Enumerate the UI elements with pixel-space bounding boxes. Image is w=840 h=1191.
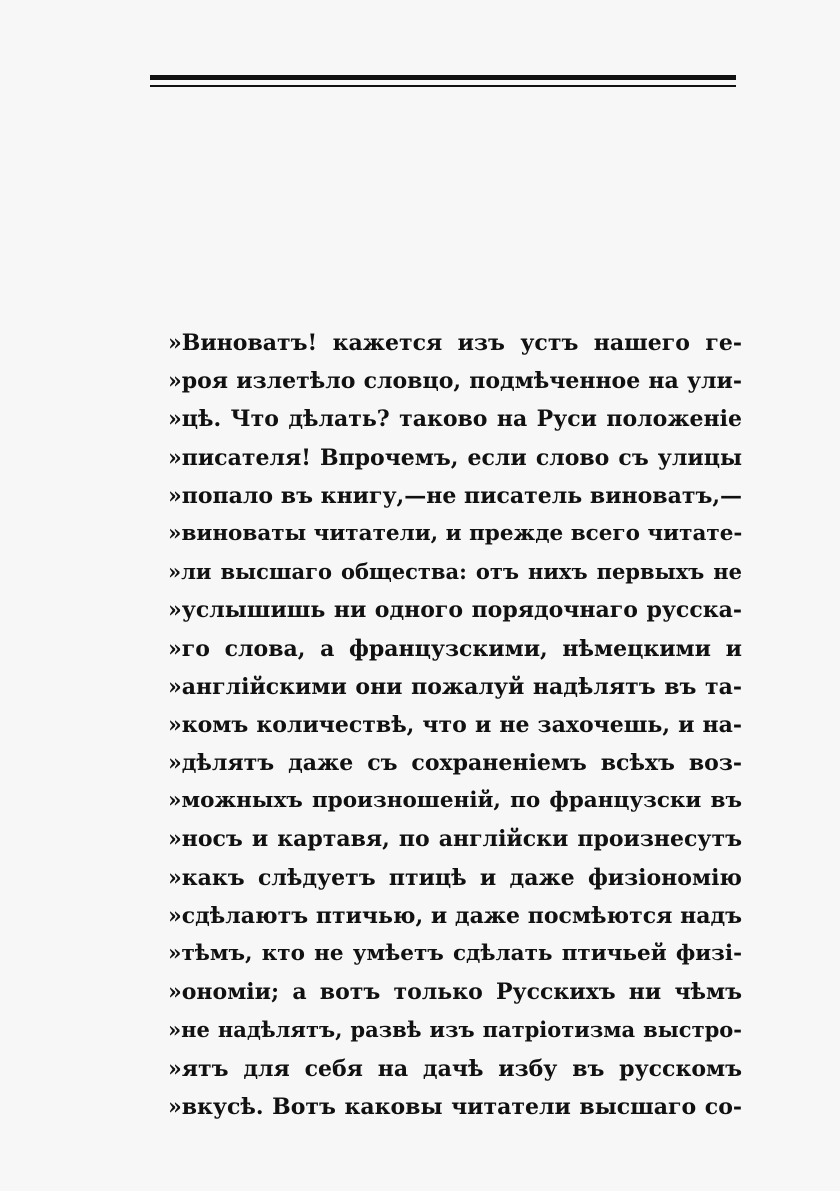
text-line: »попало въ книгу,—не писатель виноватъ,— <box>168 482 742 509</box>
text-line: »комъ количествѣ, что и не захочешь, и на- <box>168 711 742 738</box>
text-line: »виноваты читатели, и прежде всего читате- <box>168 520 743 546</box>
header-rule-thin <box>150 85 736 87</box>
text-line: »ономіи; а вотъ только Русскихъ ни чѣмъ <box>168 979 742 1006</box>
body-text <box>168 324 742 1126</box>
text-line: »тѣмъ, кто не умѣетъ сдѣлать птичьей физі- <box>168 941 742 966</box>
text-line: »англійскими они пожалуй надѣлятъ въ та- <box>168 673 742 700</box>
text-line: »сдѣлаютъ птичью, и даже посмѣются надъ <box>168 902 742 929</box>
text-line: »писателя! Впрочемъ, если слово съ улицы <box>168 444 742 471</box>
text-line: »не надѣлятъ, развѣ изъ патріотизма выстро- <box>168 1017 742 1043</box>
header-rule-thick <box>150 75 736 80</box>
text-line: »дѣлятъ даже съ сохраненіемъ всѣхъ воз- <box>168 750 742 777</box>
text-line: »вкусѣ. Вотъ каковы читатели высшаго со- <box>168 1093 742 1120</box>
text-line: »ятъ для себя на дачѣ избу въ русскомъ <box>168 1055 742 1082</box>
text-line: »роя излетѣло словцо, подмѣченное на ули- <box>168 368 742 395</box>
text-line: »какъ слѣдуетъ птицѣ и даже физіономію <box>168 864 742 891</box>
text-line: »го слова, а французскими, нѣмецкими и <box>168 635 742 662</box>
text-line: »можныхъ произношеній, по французски въ <box>168 788 742 814</box>
text-line: »ли высшаго общества: отъ нихъ первыхъ не <box>168 559 742 585</box>
text-line: »услышишь ни одного порядочнаго русска- <box>168 597 742 624</box>
text-line: »Виноватъ! кажется изъ устъ нашего ге- <box>168 330 742 356</box>
text-line: »цѣ. Что дѣлать? таково на Руси положеніе <box>168 406 742 433</box>
text-line: »носъ и картавя, по англійски произнесутъ <box>168 826 742 853</box>
